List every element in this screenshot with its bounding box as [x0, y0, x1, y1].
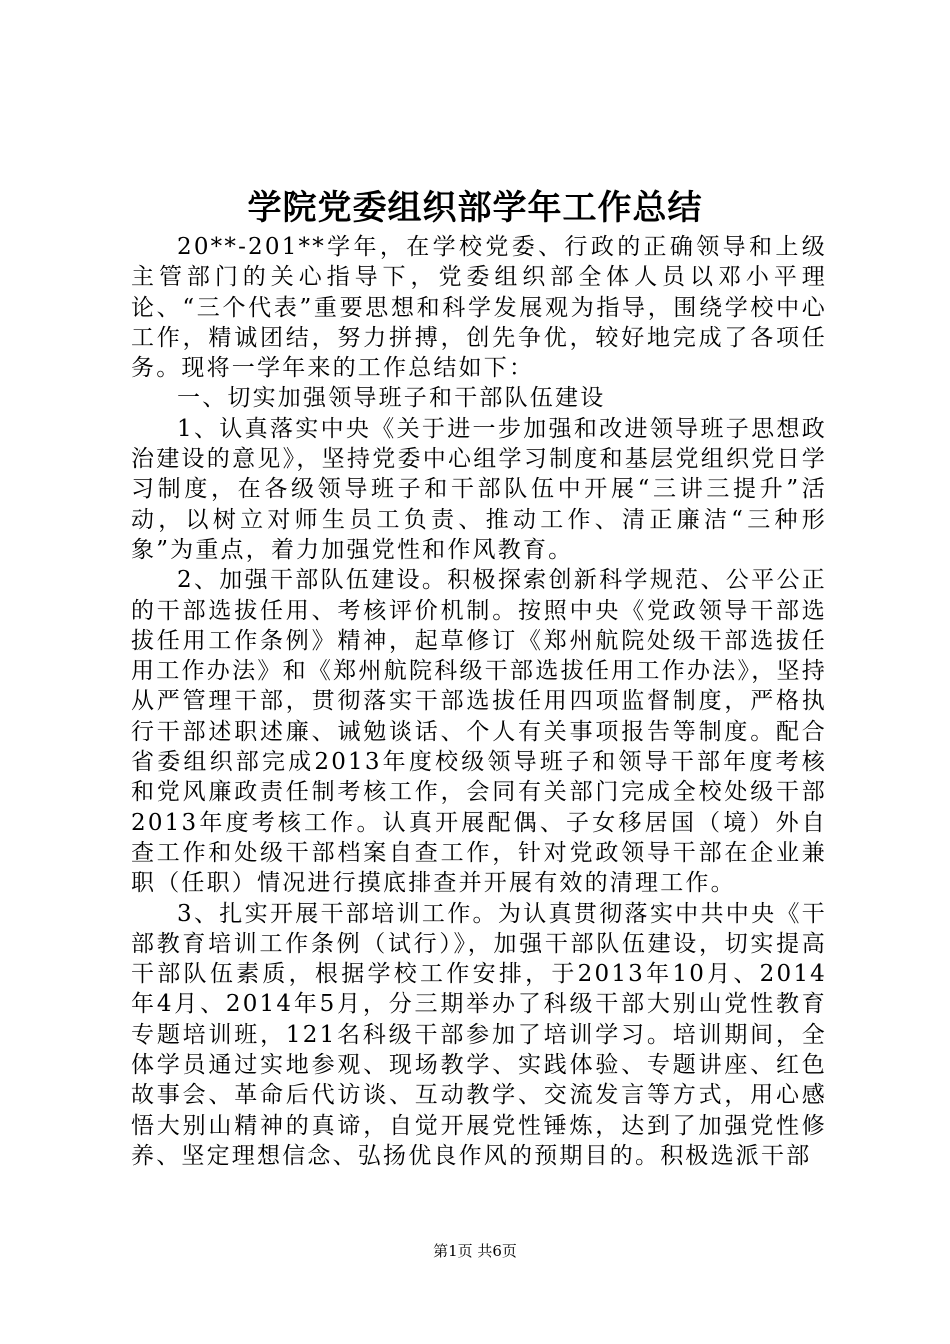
document-body — [131, 232, 827, 1171]
paragraph-intro: 20**-201**学年，在学校党委、行政的正确领导和上级主管部门的关心指导下，党委组织部全体人员以邓小平理论、“三个代表”重要思想和科学发展观为指导，围绕学校中心工作，精诚团结，努力拼搏，创先争优，较好地完成了各项任务。现将一学年来的工作总结如下： — [131, 234, 827, 382]
paragraph-item-2: 2、加强干部队伍建设。积极探索创新科学规范、公平公正的干部选拔任用、考核评价机制。按照中央《党政领导干部选拔任用工作条例》精神，起草修订《郑州航院处级干部选拔任用工作办法》和《郑州航院科级干部选拔任用工作办法》，坚持从严管理干部，贯彻落实干部选拔任用四项监督制度，严格执行干部述职述廉、诫勉谈话、个人有关事项报告等制度。配合省委组织部完成2013年度校级领导班子和领导干部年度考核和党风廉政责任制考核工作，会同有关部门完成全校处级干部2013年度考核工作。认真开展配偶、子女移居国（境）外自查工作和处级干部档案自查工作，针对党政领导干部在企业兼职（任职）情况进行摸底排查并开展有效的清理工作。 — [131, 567, 827, 897]
paragraph-item-1: 1、认真落实中央《关于进一步加强和改进领导班子思想政治建设的意见》，坚持党委中心组学习制度和基层党组织党日学习制度，在各级领导班子和干部队伍中开展“三讲三提升”活动，以树立对师生员工负责、推动工作、清正廉洁“三种形象”为重点，着力加强党性和作风教育。 — [131, 415, 827, 563]
document-title: 学院党委组织部学年工作总结 — [247, 188, 703, 228]
paragraph-item-3: 3、扎实开展干部培训工作。为认真贯彻落实中共中央《干部教育培训工作条例（试行）》，加强干部队伍建设，切实提高干部队伍素质，根据学校工作安排，于2013年10月、2014年4月、2014年5月，分三期举办了科级干部大别山党性教育专题培训班，121名科级干部参加了培训学习。培训期间，全体学员通过实地参观、现场教学、实践体验、专题讲座、红色故事会、革命后代访谈、互动教学、交流发言等方式，用心感悟大别山精神的真谛，自觉开展党性锤炼，达到了加强党性修养、坚定理想信念、弘扬优良作风的预期目的。积极选派干部 — [131, 900, 827, 1169]
page-number-footer: 第1页 共6页 — [433, 1242, 517, 1260]
section-heading-1: 一、切实加强领导班子和干部队伍建设 — [177, 385, 606, 412]
